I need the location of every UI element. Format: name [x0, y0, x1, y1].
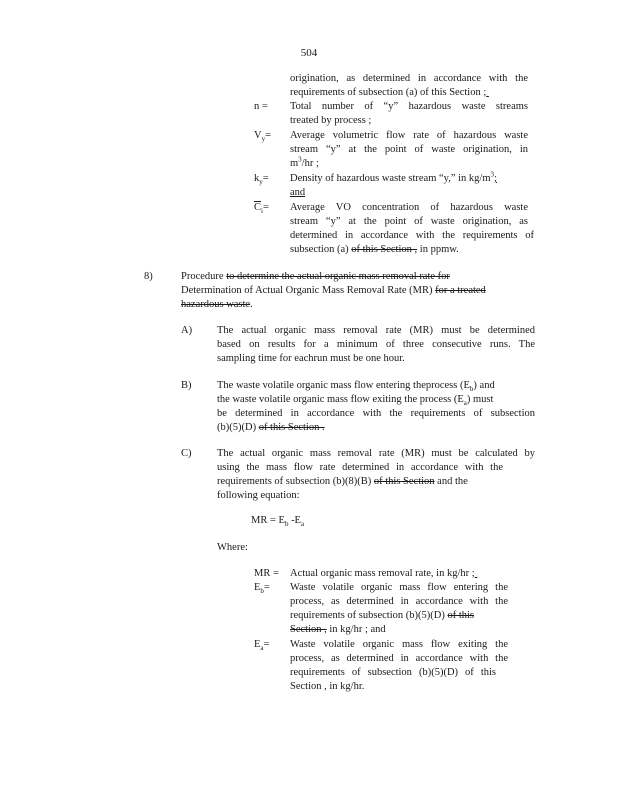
page-number: 504 — [300, 47, 318, 59]
ci-line-2: stream “y” at the point of waste origination, as — [290, 216, 528, 227]
eb-line-4b: in kg/hr ; and — [329, 624, 386, 635]
eq-sub-b: b — [284, 520, 289, 529]
vy-line-1: Average volumetric flow rate of hazardous waste — [290, 130, 528, 141]
section-8-line-1 — [181, 270, 450, 284]
underline-mark-2 — [475, 568, 478, 579]
s8-procedure: Procedure — [181, 271, 224, 282]
b-line-3: be determined in accordance with the requirements of subsection — [217, 408, 535, 419]
equation — [251, 514, 304, 528]
item-b-line-3 — [217, 407, 535, 421]
item-b-line-4 — [217, 421, 325, 435]
a-line-2: based on results for a minimum of three consecutive runs. The — [217, 339, 535, 350]
s8-heading: Determination of Actual Organic Mass Removal Rate (MR) — [181, 285, 433, 296]
ky-unit-sup: 3 — [490, 170, 495, 179]
b-ea-sub: a — [463, 399, 467, 408]
ea-equals: = — [263, 639, 270, 650]
item-c-line-4: following equation: — [217, 490, 300, 501]
c-line-2: using the mass flow rate determined in accordance with the — [217, 462, 503, 473]
b-line-1-end: ) and — [473, 380, 495, 391]
continued-definition — [290, 72, 528, 86]
ci-line-4b: in ppmw. — [419, 244, 459, 255]
eb-line-2: process, as determined in accordance with the — [290, 596, 508, 607]
ci-equals: = — [262, 202, 269, 213]
vy-unit-rest: /hr ; — [301, 158, 319, 169]
c-line-1: The actual organic mass removal rate (MR) must be calculated by — [217, 448, 535, 459]
s8-period: . — [250, 299, 253, 310]
ky-symbol: k — [254, 173, 260, 184]
vy-equals: = — [265, 130, 272, 141]
continued-definition-2 — [290, 86, 489, 100]
def-eb-line-2 — [290, 595, 508, 609]
eb-line-1: Waste volatile organic mass flow entering the — [290, 582, 508, 593]
vy-symbol: V — [254, 130, 262, 141]
def-eb-line-3 — [290, 609, 474, 623]
where-label: Where: — [217, 542, 248, 553]
def-ea-line-1 — [290, 638, 508, 652]
b-line-2-end: ) must — [466, 394, 494, 405]
term-ky-def-1 — [290, 172, 497, 186]
term-vy-def-3 — [290, 157, 319, 171]
term-ky-def-2 — [290, 186, 305, 200]
section-8-line-2 — [181, 284, 486, 298]
ky-subscript: y — [259, 178, 263, 187]
ci-line-3: determined in accordance with the requirements of — [290, 230, 534, 241]
item-b-label: B) — [181, 380, 192, 391]
eb-line-3-struck: of this — [447, 610, 474, 621]
c-line-3a: requirements of subsection (b)(8)(B) — [217, 476, 372, 487]
eq-sub-a: a — [300, 520, 305, 529]
def-ea-line-4: Section , in kg/hr. — [290, 681, 365, 692]
def-eb-line-4 — [290, 623, 386, 637]
def-eb-line-1 — [290, 581, 508, 595]
vy-subscript: y — [261, 135, 266, 144]
item-a-line-3: sampling time for eachrun must be one hour. — [217, 353, 405, 364]
ky-line-1: Density of hazardous waste stream “y,” in kg/m — [290, 173, 491, 184]
ci-line-4a: subsection (a) — [290, 244, 349, 255]
eq-mr-eb: MR = E — [251, 515, 285, 526]
term-ci-label — [254, 201, 269, 215]
ci-line-1: Average VO concentration of hazardous waste — [290, 202, 528, 213]
continued-line-2: requirements of subsection (a) of this Section ; — [290, 87, 487, 98]
ea-line-1: Waste volatile organic mass flow exiting the — [290, 639, 508, 650]
c-line-3b: and the — [437, 476, 468, 487]
def-ea-line-3 — [290, 666, 496, 680]
item-c-label: C) — [181, 448, 192, 459]
ea-line-3: requirements of subsection (b)(5)(D) of this — [290, 667, 496, 678]
c-line-3-struck: of this Section — [373, 476, 435, 487]
eb-subscript: b — [260, 587, 264, 596]
ky-equals: = — [262, 173, 269, 184]
term-vy-def-2 — [290, 143, 528, 157]
item-a-line-1 — [217, 324, 535, 338]
ci-line-4-struck: of this Section , — [351, 244, 418, 255]
s8-struck-2: for a treated — [435, 285, 486, 296]
section-8-line-3 — [181, 298, 253, 312]
def-mr-line-1 — [290, 567, 477, 581]
ea-line-2: process, as determined in accordance with the — [290, 653, 508, 664]
ci-symbol: $\overline{C}$ — [254, 202, 262, 213]
vy-unit-base: m — [290, 158, 299, 169]
ky-and: and — [290, 187, 306, 198]
def-mr-label: MR = — [254, 568, 279, 579]
eb-symbol: E — [254, 582, 261, 593]
term-n-def-2: treated by process ; — [290, 115, 372, 126]
term-ci-def-4 — [290, 243, 459, 257]
b-line-1: The waste volatile organic mass flow entering theprocess (E — [217, 380, 470, 391]
term-n-line-1: Total number of “y” hazardous waste streams — [290, 101, 528, 112]
ky-semicolon: ; — [494, 173, 497, 184]
item-c-line-2 — [217, 461, 503, 475]
vy-unit-sup: 3 — [298, 155, 302, 164]
underline-mark — [486, 87, 489, 98]
eq-minus-e: -E — [288, 515, 301, 526]
ea-subscript: a — [260, 644, 264, 653]
b-line-2: the waste volatile organic mass flow exiting the process (E — [217, 394, 464, 405]
b-line-4-struck: of this Section . — [258, 422, 325, 433]
mr-line-1: Actual organic mass removal rate, in kg/hr ; — [290, 568, 475, 579]
term-ky-label — [254, 172, 269, 186]
item-b-line-2 — [217, 393, 493, 407]
term-n-label: n = — [254, 101, 268, 112]
def-eb-label — [254, 581, 270, 595]
continued-line-1: origination, as determined in accordance with the — [290, 73, 528, 84]
ea-symbol: E — [254, 639, 261, 650]
ci-subscript: i — [261, 207, 263, 216]
a-line-1: The actual organic mass removal rate (MR) must be determined — [217, 325, 535, 336]
s8-struck-3: hazardous waste — [181, 299, 251, 310]
def-ea-label — [254, 638, 269, 652]
term-vy-label — [254, 129, 271, 143]
item-a-label: A) — [181, 325, 193, 336]
item-a-line-2 — [217, 338, 535, 352]
term-ci-def-2 — [290, 215, 528, 229]
term-ci-def-3 — [290, 229, 534, 243]
b-line-4a: (b)(5)(D) — [217, 422, 257, 433]
s8-struck-1: to determine the actual organic mass removal rate for — [226, 271, 450, 282]
term-n-def-1 — [290, 100, 528, 114]
item-c-line-3 — [217, 475, 468, 489]
section-8-number: 8) — [144, 271, 153, 282]
item-c-line-1 — [217, 447, 535, 461]
vy-line-2: stream “y” at the point of waste origination, in — [290, 144, 528, 155]
term-vy-def-1 — [290, 129, 528, 143]
item-b-line-1 — [217, 379, 495, 393]
eb-line-3a: requirements of subsection (b)(5)(D) — [290, 610, 445, 621]
b-eb-sub: b — [469, 385, 474, 394]
eb-line-4-struck: Section , — [290, 624, 327, 635]
eb-equals: = — [263, 582, 270, 593]
def-ea-line-2 — [290, 652, 508, 666]
term-ci-def-1 — [290, 201, 528, 215]
